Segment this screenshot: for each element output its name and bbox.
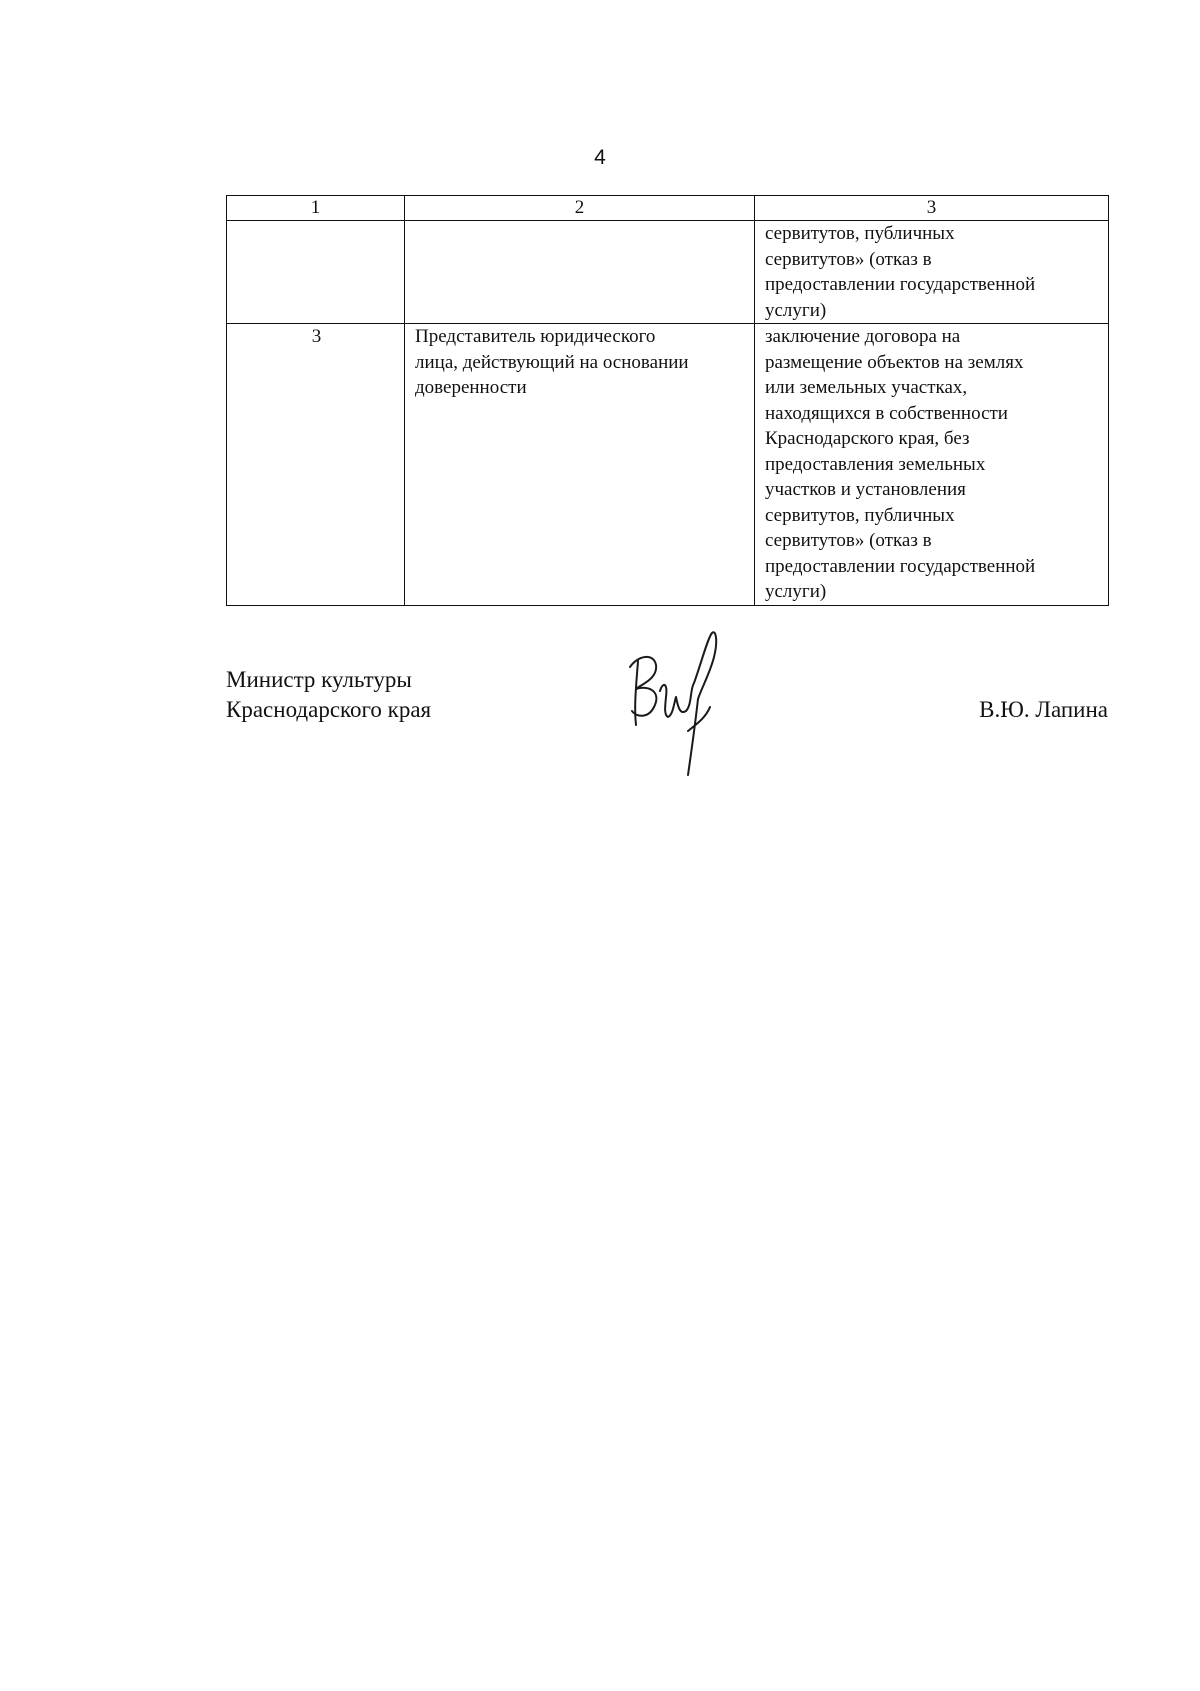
- service-cell: сервитутов, публичных сервитутов» (отказ в предоставлении государственной услуги): [755, 221, 1109, 324]
- row-number-cell: 3: [227, 324, 405, 606]
- document-table: [226, 195, 1109, 606]
- table-row: [227, 324, 1109, 606]
- applicant-cell: [405, 221, 755, 324]
- signer-name: В.Ю. Лапина: [979, 697, 1108, 722]
- handwritten-signature-image: [618, 627, 748, 777]
- applicant-cell: Представитель юридического лица, действующий на основании доверенности: [405, 324, 755, 606]
- column-header-3: 3: [755, 196, 1109, 221]
- table-row: [227, 221, 1109, 324]
- row-number-cell: [227, 221, 405, 324]
- column-header-2: 2: [405, 196, 755, 221]
- service-cell: заключение договора на размещение объектов на землях или земельных участках, находящихся в собственности Краснодарского края, без предоставления земельных участков и установления сервитутов, публичных сервитутов» (отказ в предоставлении государственной услуги): [755, 324, 1109, 606]
- page-number: 4: [594, 146, 606, 169]
- signer-title: Министр культуры Краснодарского края: [226, 667, 432, 722]
- column-header-1: 1: [227, 196, 405, 221]
- table-header-row: [227, 196, 1109, 221]
- signature-block: [226, 665, 1108, 785]
